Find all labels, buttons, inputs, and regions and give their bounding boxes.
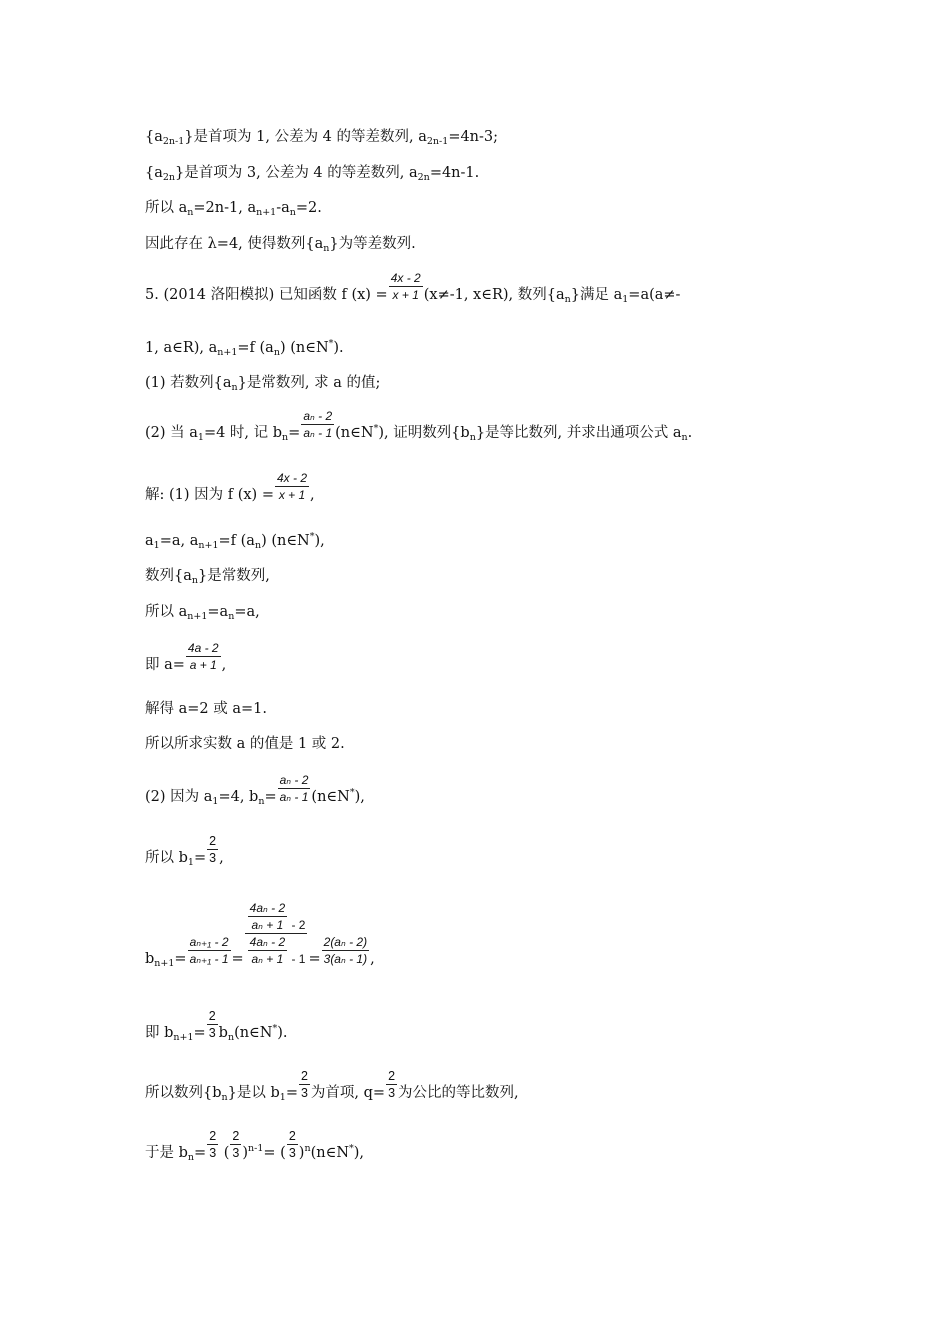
fraction-fx: $\frac{4x - 2}{x + 1}$ <box>390 271 421 302</box>
fraction-simplified: $\frac{\text{2(aₙ - 2)}}{\text{3(aₙ - 1)}}$ <box>323 935 368 966</box>
line-21: 于是 $b_n=$ $\frac{2}{3}$ ( $\frac{2}{3}$ )$^{n-1}$= ( $\frac{2}{3}$ )$^n$(n∈N*), <box>145 1129 365 1163</box>
question-2: (2) 当 $a_1=4$ 时, 记 $b_n=$ $\frac{\text{aₙ - 2}}{\text{aₙ - 1}}$ (n∈N*), 证明数列$\{b_n\}$是等比数列, 并求出通项公式 $a_n$. <box>145 409 693 443</box>
fraction-fx-2: $\frac{4x - 2}{x + 1}$ <box>276 471 307 502</box>
fraction-base: $\frac{2}{3}$ <box>232 1129 240 1160</box>
solution-2-start: (2) 因为 $a_1=4$, $b_n=$ $\frac{\text{aₙ - 2}}{\text{aₙ - 1}}$ (n∈N*), <box>145 773 365 807</box>
fraction-ratio: $\frac{2}{3}$ <box>388 1069 396 1100</box>
problem-5-statement: 5. (2014 洛阳模拟) 已知函数 f (x) = $\frac{4x - 2}{x + 1}$ (x≠-1, x∈R), 数列$\{a_n\}$满足 $a_1=a(a\ne-$ <box>145 271 681 305</box>
fraction-complex: $\frac{\text{4aₙ - 2}}{\text{aₙ + 1}}$ - 2 $\frac{\text{4aₙ - 2}}{\text{aₙ + 1}}$ - 1 <box>245 900 308 967</box>
line-15: 所以所求实数 a 的值是 1 或 2. <box>145 736 345 752</box>
line-11: 数列$\{a_n\}$是常数列, <box>145 568 270 586</box>
fraction-2-3-b: $\frac{2}{3}$ <box>208 1009 216 1040</box>
line-13: 即 a= $\frac{4a - 2}{a + 1}$ , <box>145 641 227 673</box>
fraction-coef: $\frac{2}{3}$ <box>209 1129 217 1160</box>
line-3: 所以 $a_n=2n-1$, $a_{n+1}-a_n=2$. <box>145 200 322 218</box>
line-18-derivation: $b_{n+1}=$ $\frac{\text{aₙ₊₁ - 2}}{\text{aₙ₊₁ - 1}}$ = $\frac{\text{4aₙ - 2}}{\text{aₙ + 1}}$ - 2 $\frac{\text{4aₙ - 2}}{\text{aₙ + 1}}$ - 1 = $\frac{\text{2(aₙ - 2)}}{\text{3(aₙ - 1)}}$ , <box>145 901 375 969</box>
line-19: 即 $b_{n+1}=$ $\frac{2}{3}$ $b_n(n\in N^*)$. <box>145 1009 288 1043</box>
line-17: 所以 $b_1=$ $\frac{2}{3}$ , <box>145 834 224 868</box>
line-4: 因此存在 λ=4, 使得数列$\{a_n\}$为等差数列. <box>145 236 416 254</box>
solution-1-start: 解: (1) 因为 f (x) = $\frac{4x - 2}{x + 1}$ , <box>145 471 315 503</box>
question-1: (1) 若数列$\{a_n\}$是常数列, 求 a 的值; <box>145 375 381 393</box>
fraction-bn-2: $\frac{\text{aₙ - 2}}{\text{aₙ - 1}}$ <box>279 773 309 804</box>
line-2: $\{a_{2n}\}$是首项为 3, 公差为 4 的等差数列, $a_{2n}=4n-1$. <box>145 165 480 183</box>
fraction-bn: $\frac{\text{aₙ - 2}}{\text{aₙ - 1}}$ <box>303 409 333 440</box>
line-12: 所以 $a_{n+1}=a_n=a$, <box>145 604 260 622</box>
fraction-base-2: $\frac{2}{3}$ <box>288 1129 296 1160</box>
line-1: $\{a_{2n-1}\}$是首项为 1, 公差为 4 的等差数列, $a_{2n-1}=4n-3$; <box>145 129 499 147</box>
fraction-a: $\frac{4a - 2}{a + 1}$ <box>187 641 219 672</box>
line-20: 所以数列$\{b_n\}$是以 $b_1=$ $\frac{2}{3}$ 为首项, q= $\frac{2}{3}$ 为公比的等比数列, <box>145 1069 519 1103</box>
fraction-first-term: $\frac{2}{3}$ <box>300 1069 308 1100</box>
line-6: 1, a∈R), $a_{n+1}=f$ $(a_n)$ (n∈N*). <box>145 338 344 358</box>
fraction-2-3: $\frac{2}{3}$ <box>209 834 217 865</box>
fraction-bn1-def: $\frac{\text{aₙ₊₁ - 2}}{\text{aₙ₊₁ - 1}}$ <box>189 935 229 966</box>
line-10: $a_1=a$, $a_{n+1}=f$ $(a_n)$ (n∈N*), <box>145 531 325 551</box>
line-14: 解得 a=2 或 a=1. <box>145 701 267 717</box>
